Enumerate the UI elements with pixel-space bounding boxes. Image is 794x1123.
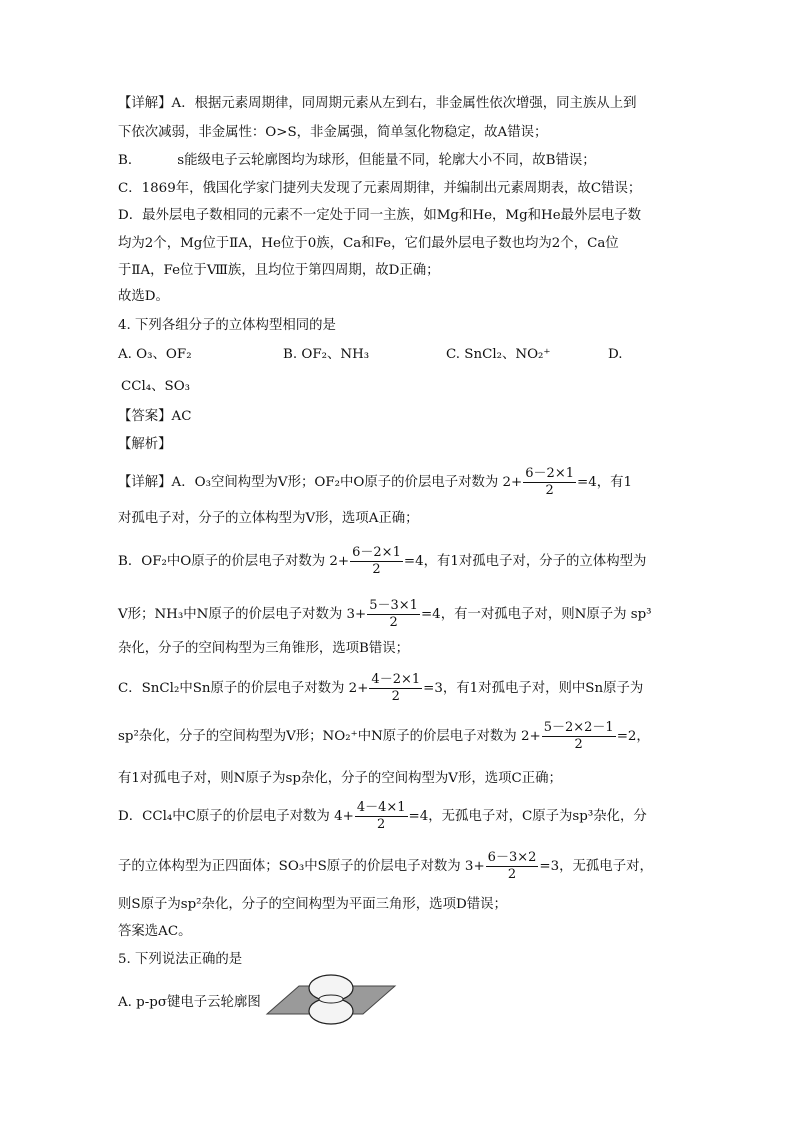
fraction-numerator: 6－2×1 [352,545,401,560]
q4-option-d-label: D. [608,347,623,362]
q4-explain-c2-text-tail: =2， [616,729,650,744]
q4-explain-b2-text-tail: =4，有一对孤电子对，则N原子为 sp³ [420,607,652,622]
q5-stem: 5. 下列说法正确的是 [118,952,243,967]
q4-explain-c2-text: sp²杂化，分子的空间构型为V形；NO₂⁺中N原子的价层电子对数为 2+ [118,729,541,744]
q4-explain-d2-text: 子的立体构型为正四面体；SO₃中S原子的价层电子对数为 3+ [118,859,485,874]
q4-stem: 4. 下列各组分子的立体构型相同的是 [118,318,336,333]
q3-explain-line-5: D．最外层电子数相同的元素不一定处于同一主族，如Mg和He，Mg和He最外层电子数 [118,208,642,223]
q4-explain-c-text-tail: =3，有1对孤电子对，则中Sn原子为 [423,681,644,696]
q4-explain-c-line-2 [118,720,650,753]
fraction-numerator: 4－2×1 [371,672,421,687]
q4-explain-c-text: C．SnCl₂中Sn原子的价层电子对数为 2+ [118,681,369,696]
fraction-denominator: 2 [545,483,554,498]
q3-explain-line-3 [118,152,596,170]
q4-explain-b2-fraction [367,598,420,631]
q5-option-a: A. p-pσ键电子云轮廓图 [118,995,261,1010]
q4-explain-d2-text-tail: =3，无孤电子对， [539,859,653,874]
q4-explain-b-line-2 [118,598,652,631]
q4-explain-a-fraction [523,466,576,499]
q3-explain-line-6: 均为2个，Mg位于ⅡA，He位于0族，Ca和Fe，它们最外层电子数也均为2个，Ca位 [118,236,619,251]
q4-option-c: C. SnCl₂、NO₂⁺ [446,347,551,362]
q4-explain-b-text: B．OF₂中O原子的价层电子对数为 2+ [118,554,350,569]
fraction-denominator: 2 [574,737,583,752]
q4-option-b: B. OF₂、NH₃ [283,347,370,362]
q4-explain-a-text: 【详解】A．O₃空间构型为V形；OF₂中O原子的价层电子对数为 2+ [118,475,523,490]
q4-explain-b-fraction [350,545,403,578]
q4-explain-c2-fraction [542,720,616,753]
q4-explain-d-line-1 [118,800,647,833]
q4-explain-d2-fraction [486,850,539,883]
q3-explain-b-label: B． [118,153,142,168]
fraction-denominator: 2 [391,689,400,704]
q4-explain-a-line-2: 对孤电子对，分子的立体构型为V形，选项A正确； [118,511,419,526]
q4-explain-c-line-1 [118,672,643,705]
fraction-numerator: 5－3×1 [369,598,418,613]
q3-explain-line-8: 故选D。 [118,289,169,304]
q3-explain-line-2: 下依次减弱，非金属性：O>S，非金属强，简单氢化物稳定，故A错误； [118,125,548,140]
q4-explain-d-line-2 [118,850,653,883]
q4-explain-b-text-tail: =4，有1对孤电子对，分子的立体构型为 [403,554,647,569]
q3-explain-line-1: 【详解】A．根据元素周期律，同周期元素从左到右，非金属性依次增强，同主族从上到 [118,96,637,111]
fraction-numerator: 4－4×1 [356,800,406,815]
q4-explain-c-line-3: 有1对孤电子对，则N原子为sp杂化，分子的空间构型为V形，选项C正确； [118,771,562,786]
q4-explain-b2-text: V形；NH₃中N原子的价层电子对数为 3+ [118,607,367,622]
fraction-denominator: 2 [389,615,398,630]
q4-explain-d-line-3: 则S原子为sp²杂化，分子的空间构型为平面三角形，选项D错误； [118,897,507,912]
q3-explain-line-7: 于ⅡA，Fe位于Ⅷ族，且均位于第四周期，故D正确； [118,263,440,278]
q3-explain-b-text: s能级电子云轮廓图均为球形，但能量不同，轮廓大小不同，故B错误； [177,153,596,168]
fraction-denominator: 2 [507,867,517,882]
fraction-denominator: 2 [372,562,381,577]
fraction-denominator: 2 [377,817,386,832]
fraction-numerator: 6－3×2 [487,850,537,865]
q4-explain-d-text-tail: =4，无孤电子对，C原子为sp³杂化，分 [408,809,647,824]
q4-explain-a-line-1 [118,466,632,499]
q4-explain-c-fraction [369,672,422,705]
q4-analysis-heading: 【解析】 [118,437,172,452]
fraction-numerator: 6－2×1 [525,466,574,481]
q4-explain-b-line-3: 杂化，分子的空间构型为三角锥形，选项B错误； [118,641,410,656]
q4-explain-d-line-4: 答案选AC。 [118,924,192,939]
q4-answer: 【答案】AC [118,409,192,424]
q4-option-d-text: CCl₄、SO₃ [121,379,191,394]
p-p-sigma-bond-diagram [265,968,397,1028]
q4-option-a: A. O₃、OF₂ [118,347,192,362]
fraction-numerator: 5－2×2－1 [543,720,614,735]
q4-explain-b-line-1 [118,545,646,578]
q4-explain-d-fraction [355,800,408,833]
q4-explain-d-text: D．CCl₄中C原子的价层电子对数为 4+ [118,809,354,824]
q4-explain-a-text-tail: =4，有1 [577,475,633,490]
q3-explain-line-4: C．1869年，俄国化学家门捷列夫发现了元素周期律，并编制出元素周期表，故C错误； [118,181,642,196]
